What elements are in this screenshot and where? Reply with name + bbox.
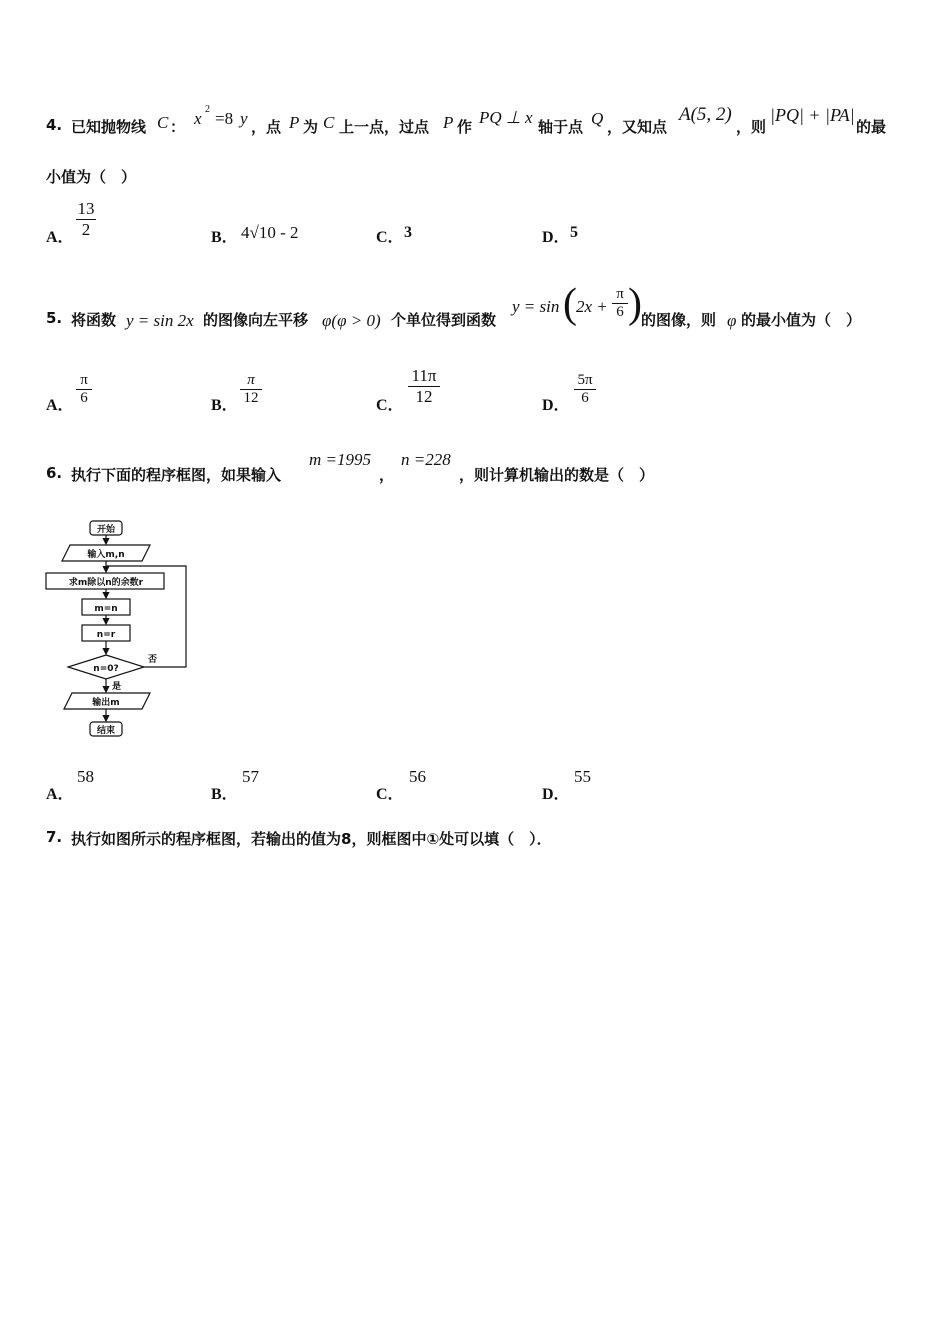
q4-text-1: 已知抛物线: [71, 118, 147, 136]
q5-option-c-fraction: [408, 366, 440, 407]
q5-option-d-numerator: 5π: [577, 372, 593, 388]
q7-text-1: 执行如图所示的程序框图，若输出的值为8，则框图中①处可以填（ ）．: [71, 830, 552, 848]
q5-func-2a: y = sin: [512, 297, 560, 316]
q5-paren-left: (: [563, 281, 577, 327]
q6-option-d-text: 55: [574, 767, 591, 786]
q5-option-a-fraction: [76, 372, 92, 407]
q4-eq-x: x: [194, 109, 202, 128]
q6-option-b-text: 57: [242, 767, 259, 786]
q4-number: 4.: [46, 116, 63, 134]
q5-func-2-denominator: 6: [612, 303, 628, 321]
q4-text-5: 作: [457, 118, 473, 136]
q5-option-c-label: C．: [376, 397, 404, 414]
q4-option-a-label: A．: [46, 229, 74, 246]
q6-comma: ，: [379, 466, 395, 484]
q4-text-7: ，又知点: [607, 118, 668, 136]
flow-remainder-text: 求m除以n的余数r: [68, 578, 144, 588]
q5-paren-right: ): [628, 281, 642, 327]
q5-option-a-label: A．: [46, 397, 74, 414]
q4-option-a-fraction: [76, 199, 96, 240]
q4-option-b-label: B．: [211, 229, 238, 246]
q4-eq-sup: 2: [205, 104, 210, 115]
flow-output-text: 输出m: [92, 698, 120, 708]
q6-input-n: n =228: [401, 450, 451, 469]
q5-option-b-fraction: [240, 372, 262, 407]
q5-option-c-denominator: 12: [408, 386, 440, 407]
q6-option-a-label: A．: [46, 786, 74, 803]
q4-option-a-denominator: 2: [76, 219, 96, 240]
q6-flowchart: [40, 516, 200, 742]
q4-option-d-label: D．: [542, 229, 570, 246]
q6-option-c-label: C．: [376, 786, 404, 803]
q5-func-1: y = sin 2x: [126, 311, 194, 330]
q5-option-d-fraction: [574, 372, 596, 407]
flow-start-text: 开始: [96, 525, 116, 535]
q4-text-8: ，则: [736, 118, 767, 136]
q4-eq-rhs: =8: [215, 109, 234, 128]
q5-func-2-fraction: [612, 286, 628, 321]
q5-text-1: 将函数: [71, 311, 117, 329]
q5-text-3: 个单位得到函数: [391, 311, 497, 329]
q4-text-10: 小值为（ ）: [46, 168, 137, 186]
q5-option-d-label: D．: [542, 397, 570, 414]
q4-text-2: ，点: [251, 118, 282, 136]
q4-option-d-text: 5: [570, 224, 578, 241]
q5-text-2: 的图像向左平移: [203, 311, 309, 329]
q6-option-d-label: D．: [542, 786, 570, 803]
q4-text-4: 上一点，过点: [339, 118, 430, 136]
q5-text-5: 的最小值为（ ）: [741, 311, 862, 329]
q4-sum-expr: |PQ| + |PA|: [770, 105, 855, 125]
q5-option-a-numerator: π: [80, 372, 88, 388]
q4-text-3: 为: [303, 118, 319, 136]
flow-yes-label: 是: [112, 682, 122, 692]
flow-no-label: 否: [148, 655, 158, 665]
q5-phi-cond: φ(φ > 0): [322, 311, 381, 330]
q4-option-a-numerator: 13: [77, 199, 95, 218]
q5-option-a-denominator: 6: [76, 389, 92, 407]
flow-assign-m-text: m=n: [94, 604, 118, 614]
q4-text-9: 的最: [856, 118, 887, 136]
q5-func-2b: 2x +: [576, 297, 608, 316]
q4-point-q: Q: [591, 109, 604, 128]
q5-number: 5.: [46, 309, 63, 327]
flow-assign-n-text: n=r: [96, 630, 116, 640]
q4-point-p: P: [289, 113, 300, 132]
q5-option-c-numerator: 11π: [411, 366, 437, 385]
q4-point-a: A(5, 2): [679, 104, 732, 125]
q7-number: 7.: [46, 828, 63, 846]
q5-phi: φ: [727, 311, 737, 330]
flow-end-text: 结束: [96, 726, 116, 736]
q6-text-1: 执行下面的程序框图，如果输入: [71, 466, 282, 484]
q4-colon: ：: [170, 118, 186, 136]
q4-text-6: 轴于点: [538, 118, 584, 136]
q6-option-b-label: B．: [211, 786, 238, 803]
q4-curve-c2: C: [323, 113, 335, 132]
q5-func-2-numerator: π: [616, 286, 624, 302]
q5-option-b-numerator: π: [247, 372, 255, 388]
q4-perp-expr: PQ ⊥ x: [479, 108, 533, 127]
q6-text-2: ，则计算机输出的数是（ ）: [459, 466, 655, 484]
q4-option-b-text: 4√10 - 2: [241, 223, 299, 242]
q4-curve-c: C: [157, 113, 169, 132]
q4-eq-y: y: [240, 109, 248, 128]
q6-option-a-text: 58: [77, 767, 94, 786]
q6-input-m: m =1995: [309, 450, 371, 469]
q4-point-p2: P: [443, 113, 454, 132]
q5-text-4: 的图像，则: [641, 311, 717, 329]
q5-option-b-label: B．: [211, 397, 238, 414]
q6-option-c-text: 56: [409, 767, 426, 786]
flow-decision-text: n=0?: [93, 664, 119, 674]
q5-option-b-denominator: 12: [240, 389, 262, 407]
q5-option-d-denominator: 6: [574, 389, 596, 407]
flow-input-text: 输入m,n: [87, 550, 125, 560]
q4-option-c-text: 3: [404, 224, 412, 241]
q4-option-c-label: C．: [376, 229, 404, 246]
q6-number: 6.: [46, 464, 63, 482]
